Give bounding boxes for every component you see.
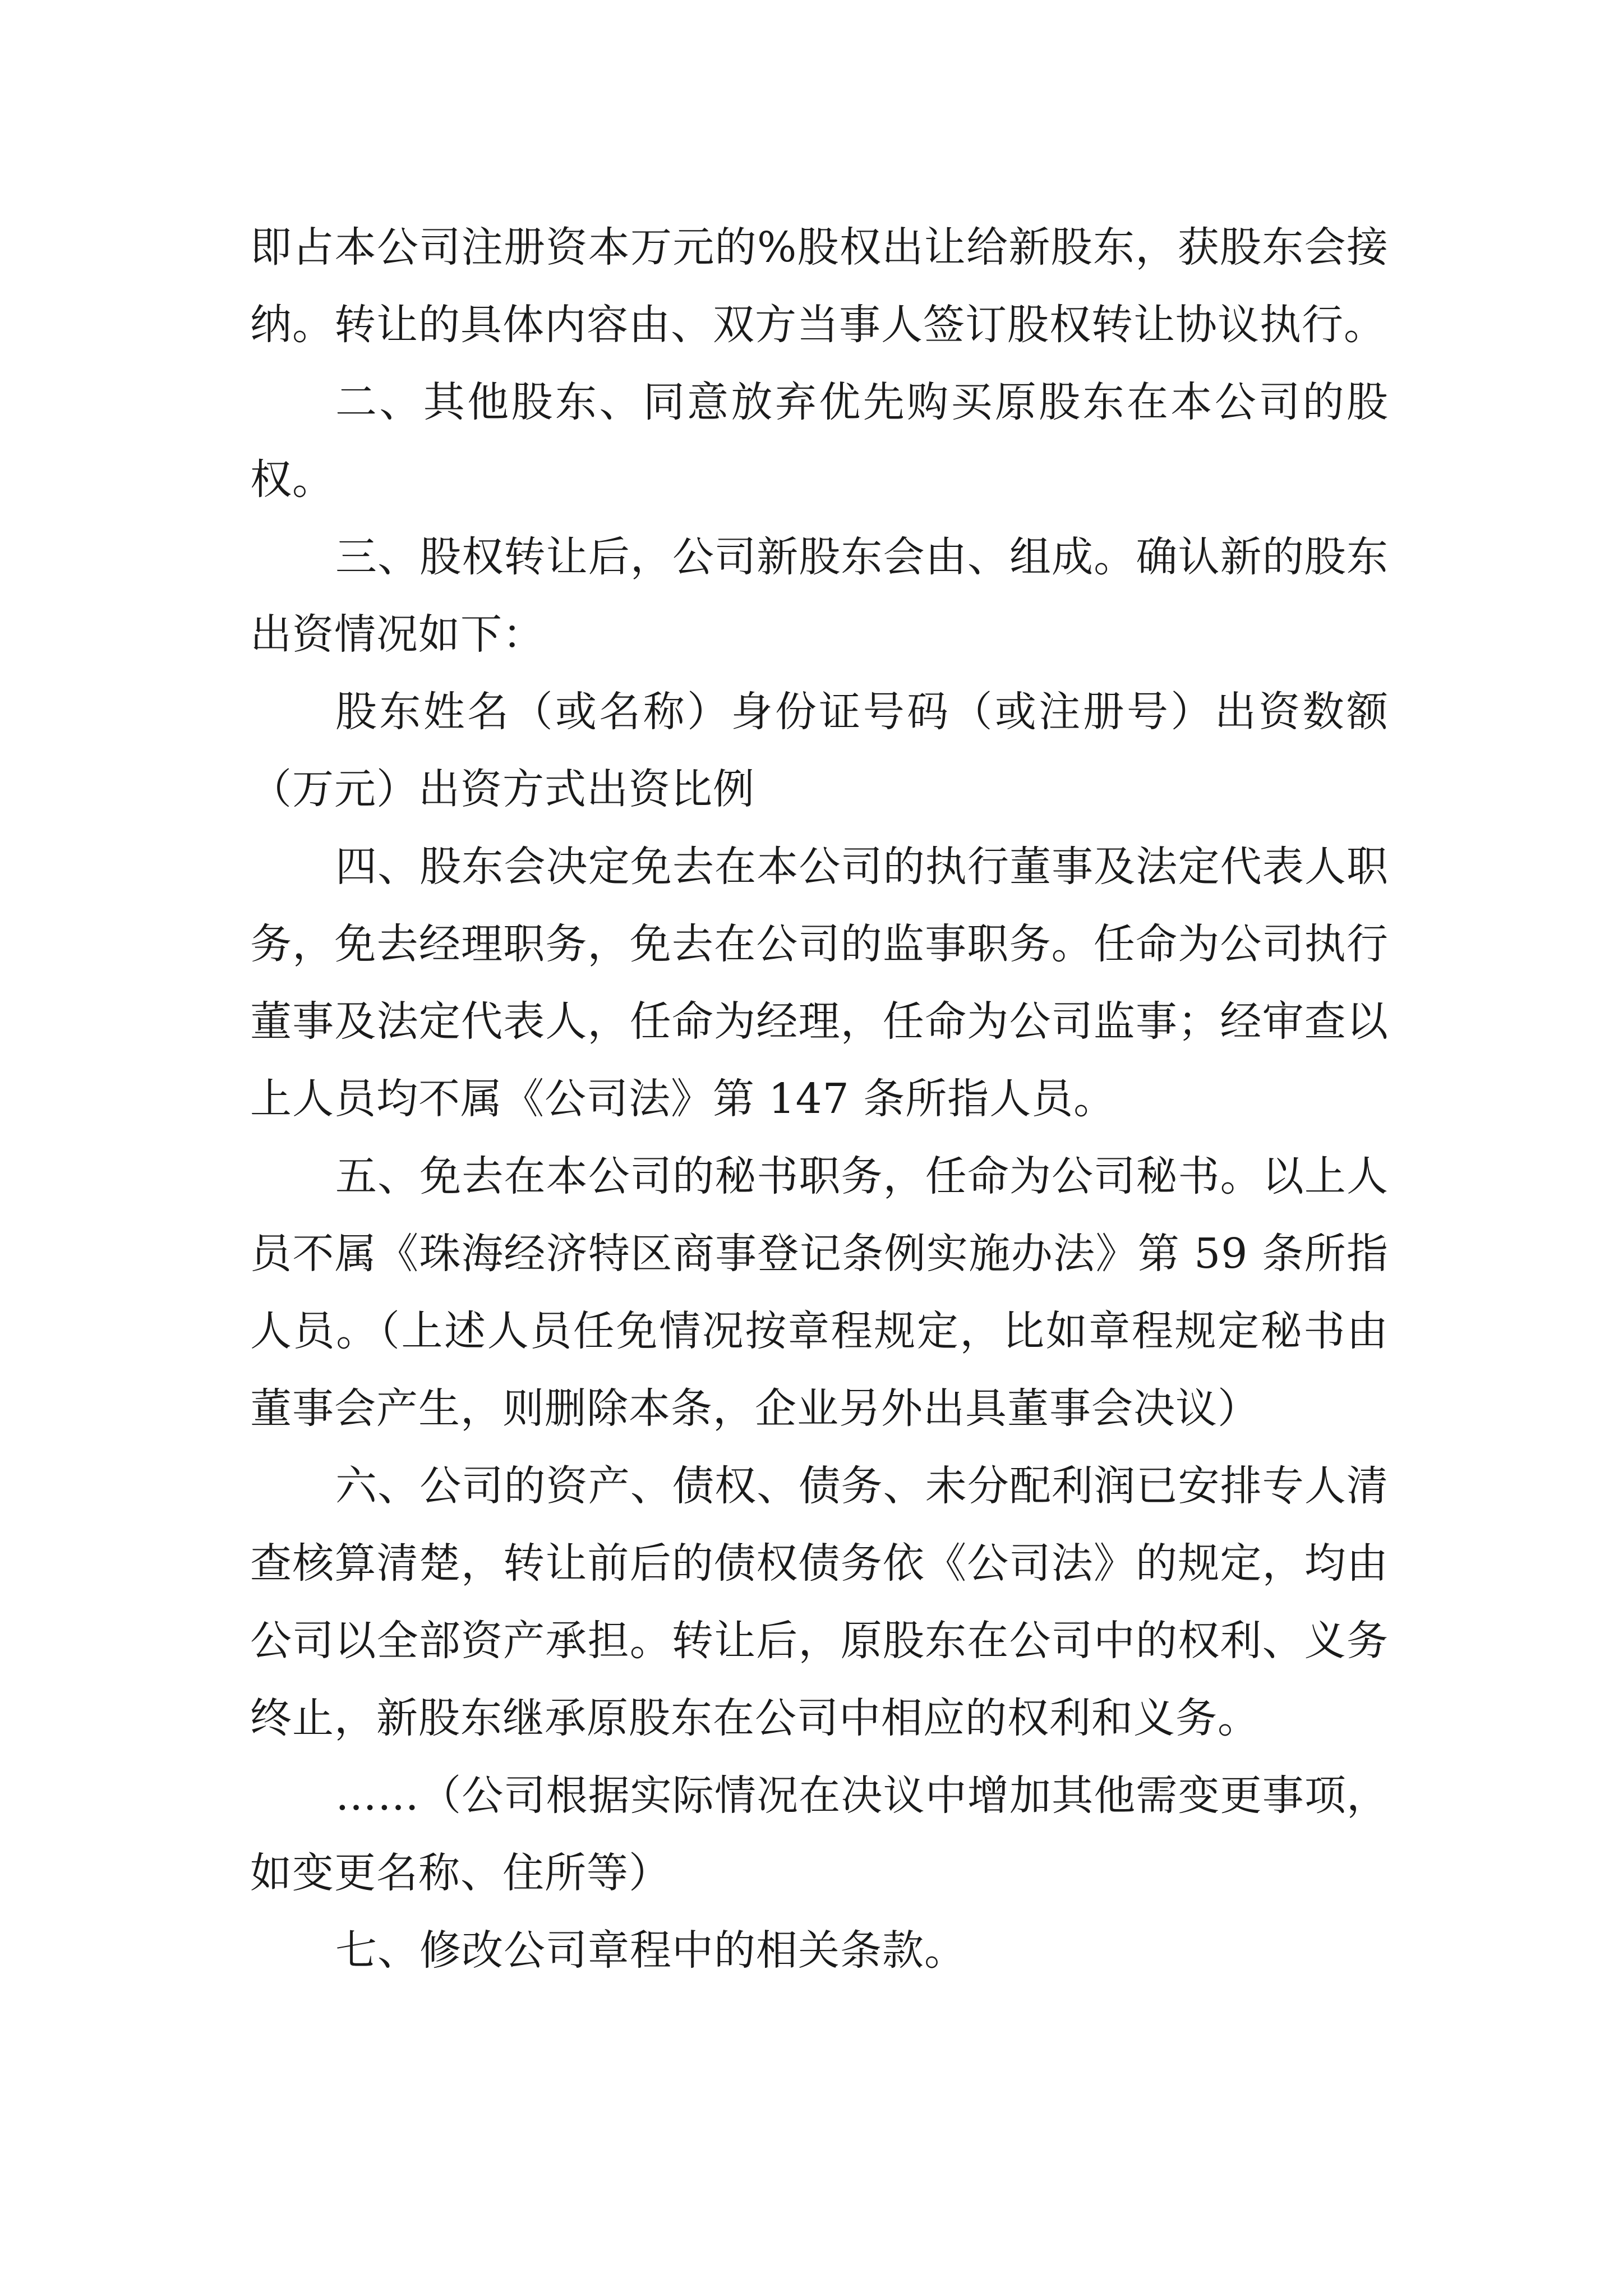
- paragraph-item-6: 六、公司的资产、债权、债务、未分配利润已安排专人清查核算清楚，转让前后的债权债务依《公司法》的规定，均由公司以全部资产承担。转让后，原股东在公司中的权利、义务终止，新股东继承原股东在公司中相应的权利和义务。: [250, 1462, 1389, 1742]
- paragraph-item-7: 七、修改公司章程中的相关条款。: [335, 1926, 966, 1975]
- paragraph-item-2: 二、其他股东、同意放弃优先购买原股东在本公司的股权。: [250, 378, 1389, 504]
- document-body: [250, 209, 1389, 1989]
- paragraph-item-3: 三、股权转让后，公司新股东会由、组成。确认新的股东出资情况如下：: [250, 533, 1389, 659]
- paragraph-shareholder-table-header: 股东姓名（或名称）身份证号码（或注册号）出资数额（万元）出资方式出资比例: [250, 688, 1389, 813]
- paragraph-additional-items-note: ……（公司根据实际情况在决议中增加其他需变更事项，如变更名称、住所等）: [250, 1772, 1389, 1897]
- paragraph-item-4: 四、股东会决定免去在本公司的执行董事及法定代表人职务，免去经理职务，免去在公司的监事职务。任命为公司执行董事及法定代表人，任命为经理，任命为公司监事；经审查以上人员均不属《公司法》第 147 条所指人员。: [250, 843, 1389, 1123]
- paragraph-share-transfer-continued: 即占本公司注册资本万元的%股权出让给新股东，获股东会接纳。转让的具体内容由、双方当事人签订股权转让协议执行。: [250, 223, 1389, 349]
- paragraph-item-5: 五、免去在本公司的秘书职务，任命为公司秘书。以上人员不属《珠海经济特区商事登记条例实施办法》第 59 条所指人员。（上述人员任免情况按章程规定，比如章程规定秘书由董事会产生，则删除本条，企业另外出具董事会决议）: [250, 1152, 1389, 1433]
